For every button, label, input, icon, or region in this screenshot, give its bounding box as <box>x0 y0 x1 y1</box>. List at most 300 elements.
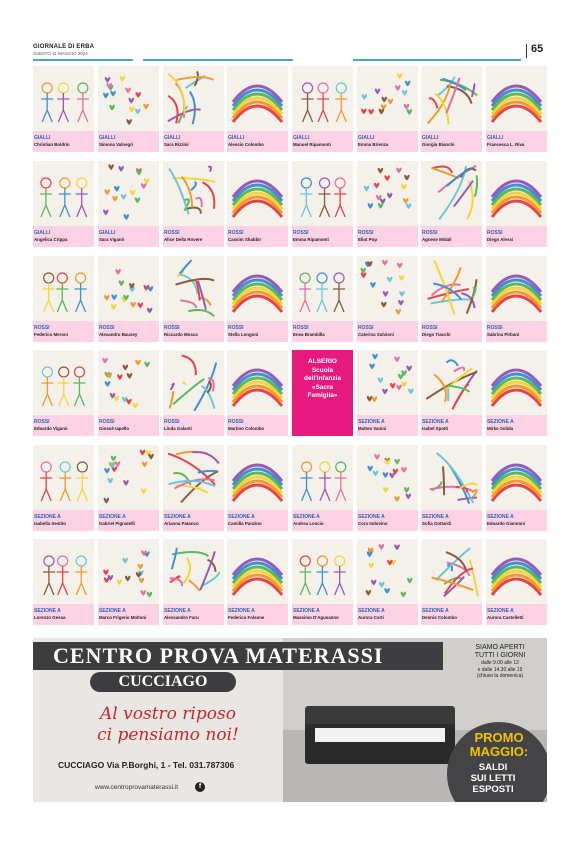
hours-line-2: TUTTI I GIORNI <box>474 652 526 659</box>
child-name: Stella Longoni <box>228 332 259 337</box>
child-drawing-image <box>227 161 288 226</box>
ad-bed-sheet <box>315 728 445 742</box>
drawing-caption <box>33 604 94 625</box>
drawing-caption <box>98 321 159 342</box>
drawing-caption <box>486 226 547 247</box>
drawing-card <box>486 445 547 531</box>
class-label: SEZIONE A <box>358 419 385 425</box>
drawing-frame <box>421 256 482 321</box>
drawing-card <box>357 445 418 531</box>
class-label: GIALLI <box>34 135 51 141</box>
drawing-caption <box>33 131 94 152</box>
drawing-frame <box>227 350 288 415</box>
child-name: Francesca L. Riva <box>487 142 525 147</box>
drawing-frame <box>98 350 159 415</box>
child-drawing-image <box>163 256 224 321</box>
child-drawing-image <box>33 256 94 321</box>
drawing-caption <box>163 131 224 152</box>
child-name: Marco Frigerio Moltoni <box>99 615 147 620</box>
drawing-card <box>163 256 224 342</box>
header-rule-3 <box>353 59 521 61</box>
drawing-caption <box>421 321 482 342</box>
drawing-caption <box>421 604 482 625</box>
drawing-card <box>227 350 288 436</box>
drawing-card <box>33 445 94 531</box>
drawing-card <box>357 161 418 247</box>
child-name: Edoardo Giannoni <box>487 521 526 526</box>
drawing-card <box>357 256 418 342</box>
class-label: GIALLI <box>422 135 439 141</box>
drawing-card <box>163 445 224 531</box>
header-rule-1 <box>33 59 133 61</box>
drawing-caption <box>98 131 159 152</box>
publication-date: SABATO 11 MAGGIO 2024 <box>33 51 88 56</box>
drawing-caption <box>163 226 224 247</box>
class-label: SEZIONE A <box>228 608 255 614</box>
drawing-frame <box>486 350 547 415</box>
child-drawing-image <box>421 161 482 226</box>
class-label: ROSSI <box>358 230 374 236</box>
drawing-caption <box>98 415 159 436</box>
child-drawing-image <box>421 539 482 604</box>
child-name: Agnese Midali <box>422 237 452 242</box>
drawing-card <box>98 66 159 152</box>
drawing-frame <box>357 256 418 321</box>
ad-slogan <box>63 704 273 746</box>
drawing-frame <box>163 256 224 321</box>
child-name: Andrea Loscio <box>293 521 324 526</box>
child-name: Alice Della Rovere <box>164 237 203 242</box>
class-label: ROSSI <box>422 230 438 236</box>
class-label: GIALLI <box>99 230 116 236</box>
child-drawing-image <box>33 66 94 131</box>
child-drawing-image <box>357 350 418 415</box>
class-label: SEZIONE A <box>99 514 126 520</box>
child-name: Camilla Panzino <box>228 521 262 526</box>
drawing-card <box>292 66 353 152</box>
drawing-caption <box>227 415 288 436</box>
drawing-frame <box>421 66 482 131</box>
child-drawing-image <box>357 66 418 131</box>
drawing-frame <box>163 539 224 604</box>
drawing-frame <box>292 256 353 321</box>
child-drawing-image <box>292 539 353 604</box>
child-drawing-image <box>163 350 224 415</box>
child-name: Cora Indovino <box>358 521 388 526</box>
drawing-frame <box>98 539 159 604</box>
drawing-caption <box>357 321 418 342</box>
drawing-caption <box>292 321 353 342</box>
child-drawing-image <box>98 161 159 226</box>
child-drawing-image <box>421 256 482 321</box>
class-label: ROSSI <box>358 325 374 331</box>
drawing-card <box>98 350 159 436</box>
drawing-caption <box>357 510 418 531</box>
class-label: ROSSI <box>34 419 50 425</box>
child-name: Alexandru Bausey <box>99 332 138 337</box>
drawing-caption <box>357 604 418 625</box>
drawing-frame <box>292 161 353 226</box>
child-drawing-image <box>486 161 547 226</box>
child-name: Giorgia Bianchi <box>422 142 455 147</box>
promo-heading <box>447 731 547 759</box>
drawing-caption <box>163 604 224 625</box>
class-label: ROSSI <box>228 230 244 236</box>
child-name: Enea Brambilla <box>293 332 325 337</box>
drawing-caption <box>486 321 547 342</box>
drawing-frame <box>98 66 159 131</box>
ad-opening-hours <box>457 644 543 680</box>
drawing-card <box>421 66 482 152</box>
drawing-card <box>98 539 159 625</box>
drawing-frame <box>98 445 159 510</box>
hours-line-5: (chiuso la domenica) <box>476 673 524 679</box>
ad-slogan-line-1: Al vostro riposo <box>100 704 236 724</box>
drawing-caption <box>421 415 482 436</box>
drawing-card <box>292 539 353 625</box>
promo-line-2: MAGGIO: <box>469 744 529 759</box>
drawing-frame <box>33 445 94 510</box>
drawing-frame <box>33 161 94 226</box>
class-label: ROSSI <box>293 325 309 331</box>
child-drawing-image <box>486 256 547 321</box>
drawing-frame <box>486 66 547 131</box>
drawing-caption <box>292 131 353 152</box>
drawing-card <box>421 350 482 436</box>
drawing-frame <box>98 161 159 226</box>
drawing-caption <box>163 415 224 436</box>
promo-details <box>447 762 539 795</box>
drawing-card <box>163 161 224 247</box>
class-label: SEZIONE A <box>228 514 255 520</box>
page-footer-mark: . <box>8 826 10 831</box>
drawing-frame <box>486 445 547 510</box>
child-drawing-image <box>357 539 418 604</box>
drawing-caption <box>357 415 418 436</box>
drawing-card <box>357 66 418 152</box>
ad-address: CUCCIAGO Via P.Borghi, 1 - Tel. 031.787306 <box>58 760 235 770</box>
child-name: Simona Valnegri <box>99 142 134 147</box>
child-name: Diego Alessi <box>487 237 514 242</box>
hours-line-1: SIAMO APERTI <box>475 644 525 651</box>
drawing-caption <box>33 321 94 342</box>
drawing-card <box>33 539 94 625</box>
child-drawing-image <box>421 445 482 510</box>
drawing-card <box>163 539 224 625</box>
child-name: Mirko Solida <box>487 426 514 431</box>
promo-line-5: ESPOSTI <box>472 784 514 795</box>
class-label: ROSSI <box>293 230 309 236</box>
school-line2: Scuola <box>311 366 334 374</box>
child-name: Sofia Gottardi <box>422 521 452 526</box>
child-name: Eliot Pop <box>358 237 378 242</box>
promo-line-3: SALDI <box>478 762 508 773</box>
drawing-card <box>486 256 547 342</box>
child-name: Matteo Vanini <box>358 426 387 431</box>
child-drawing-image <box>98 539 159 604</box>
drawing-caption <box>421 226 482 247</box>
class-label: ROSSI <box>164 325 180 331</box>
child-name: Isabel Spotti <box>422 426 449 431</box>
child-name: Dennis Colombo <box>422 615 457 620</box>
drawing-caption <box>486 510 547 531</box>
drawing-card <box>33 161 94 247</box>
child-drawing-image <box>292 256 353 321</box>
ad-subtitle: CUCCIAGO <box>90 672 236 692</box>
child-drawing-image <box>486 539 547 604</box>
drawing-caption <box>227 131 288 152</box>
child-name: Edoardo Viganò <box>34 426 68 431</box>
child-name: Giosuè Iapello <box>99 426 130 431</box>
drawing-frame <box>33 256 94 321</box>
drawing-card <box>98 256 159 342</box>
drawing-card <box>357 539 418 625</box>
drawing-frame <box>421 445 482 510</box>
drawing-card <box>486 350 547 436</box>
drawing-frame <box>227 66 288 131</box>
class-label: ROSSI <box>34 325 50 331</box>
drawing-frame <box>227 256 288 321</box>
class-label: GIALLI <box>358 135 375 141</box>
drawing-card <box>357 350 418 436</box>
school-line5: Famiglia» <box>307 392 338 399</box>
drawing-frame <box>421 161 482 226</box>
drawing-card <box>33 66 94 152</box>
facebook-icon[interactable]: f <box>195 782 205 792</box>
ad-website-link[interactable]: www.centroprovamaterassi.it <box>95 784 179 791</box>
drawing-frame <box>357 350 418 415</box>
class-label: GIALLI <box>228 135 245 141</box>
child-name: Massimo D'Agusanno <box>293 615 339 620</box>
child-name: Sara Rizzini <box>164 142 189 147</box>
child-name: Sara Viganò <box>99 237 125 242</box>
child-drawing-image <box>357 256 418 321</box>
drawing-frame <box>163 445 224 510</box>
ad-promo-badge <box>447 722 547 802</box>
drawing-frame <box>163 161 224 226</box>
child-name: Aurora Corti <box>358 615 384 620</box>
class-label: SEZIONE A <box>422 608 449 614</box>
drawing-frame <box>98 256 159 321</box>
drawing-caption <box>357 131 418 152</box>
child-name: Linda Galanti <box>164 426 192 431</box>
drawing-caption <box>486 415 547 436</box>
drawing-frame <box>292 539 353 604</box>
child-drawing-image <box>33 350 94 415</box>
drawing-card <box>98 445 159 531</box>
drawing-caption <box>163 510 224 531</box>
school-line1: ALSERIO <box>308 358 337 365</box>
child-name: Federico Folsone <box>228 615 265 620</box>
drawing-caption <box>292 226 353 247</box>
promo-line-1: PROMO <box>474 730 524 745</box>
child-drawing-image <box>163 161 224 226</box>
drawing-frame <box>292 66 353 131</box>
class-label: SEZIONE A <box>34 608 61 614</box>
hours-line-3: dalle 9.00 alle 12 <box>481 660 519 666</box>
ad-title: CENTRO PROVA MATERASSI <box>33 642 443 670</box>
child-drawing-image <box>227 66 288 131</box>
drawing-frame <box>292 445 353 510</box>
page-number: 65 <box>531 43 544 55</box>
child-name: Alessio Colombo <box>228 142 264 147</box>
class-label: SEZIONE A <box>164 514 191 520</box>
child-name: Riccardo Mosca <box>164 332 198 337</box>
drawing-caption <box>357 226 418 247</box>
class-label: SEZIONE A <box>358 514 385 520</box>
drawing-frame <box>486 161 547 226</box>
class-label: ROSSI <box>164 230 180 236</box>
class-label: ROSSI <box>164 419 180 425</box>
child-name: Sabrina Pirbani <box>487 332 520 337</box>
school-line3: dell'infanzia <box>304 375 341 382</box>
child-name: Cassim Shabbir <box>228 237 262 242</box>
class-label: SEZIONE A <box>358 608 385 614</box>
drawing-card <box>33 256 94 342</box>
child-drawing-image <box>163 445 224 510</box>
promo-line-4: SUI LETTI <box>470 773 516 784</box>
drawing-frame <box>421 350 482 415</box>
drawing-caption <box>163 321 224 342</box>
child-drawing-image <box>421 66 482 131</box>
hours-line-4: e dalle 14.30 alle 19 <box>477 666 523 673</box>
drawing-card <box>163 66 224 152</box>
child-name: Gabriel Pignatelli <box>99 521 135 526</box>
class-label: ROSSI <box>487 325 503 331</box>
drawing-caption <box>98 510 159 531</box>
header-rule-2 <box>143 59 293 61</box>
class-label: ROSSI <box>228 325 244 331</box>
child-name: Isabella Sestito <box>34 521 66 526</box>
class-label: SEZIONE A <box>34 514 61 520</box>
drawing-card <box>227 66 288 152</box>
drawing-caption <box>33 510 94 531</box>
class-label: ROSSI <box>487 230 503 236</box>
child-drawing-image <box>98 256 159 321</box>
drawing-frame <box>357 66 418 131</box>
drawing-frame <box>421 539 482 604</box>
child-drawing-image <box>486 445 547 510</box>
drawing-card <box>292 161 353 247</box>
child-name: Angelica Crippa <box>34 237 68 242</box>
child-name: Federico Meroni <box>34 332 68 337</box>
child-drawing-image <box>292 66 353 131</box>
class-label: SEZIONE A <box>422 514 449 520</box>
child-drawing-image <box>292 161 353 226</box>
drawing-card <box>421 161 482 247</box>
drawing-frame <box>357 539 418 604</box>
child-name: Christian Boldrin <box>34 142 70 147</box>
class-label: SEZIONE A <box>99 608 126 614</box>
class-label: SEZIONE A <box>487 514 514 520</box>
drawing-caption <box>33 415 94 436</box>
drawing-frame <box>33 539 94 604</box>
child-drawing-image <box>357 445 418 510</box>
drawing-frame <box>227 539 288 604</box>
class-label: GIALLI <box>99 135 116 141</box>
class-label: ROSSI <box>99 325 115 331</box>
child-drawing-image <box>227 256 288 321</box>
drawing-caption <box>421 131 482 152</box>
drawing-card <box>421 445 482 531</box>
child-drawing-image <box>227 350 288 415</box>
drawing-frame <box>227 445 288 510</box>
drawing-card <box>486 66 547 152</box>
child-drawing-image <box>163 66 224 131</box>
drawing-caption <box>486 131 547 152</box>
child-name: Emma Ripamonti <box>293 237 329 242</box>
child-drawing-image <box>486 350 547 415</box>
class-label: SEZIONE A <box>422 419 449 425</box>
child-name: Arianna Patanco <box>164 521 199 526</box>
drawing-frame <box>486 539 547 604</box>
drawing-card <box>486 161 547 247</box>
child-drawing-image <box>227 539 288 604</box>
drawing-caption <box>227 604 288 625</box>
child-name: Caterina Sulvioni <box>358 332 394 337</box>
drawing-caption <box>292 510 353 531</box>
header-divider <box>526 44 527 58</box>
drawing-frame <box>33 66 94 131</box>
child-drawing-image <box>98 445 159 510</box>
drawing-caption <box>421 510 482 531</box>
drawing-card <box>227 256 288 342</box>
drawing-frame <box>163 350 224 415</box>
child-drawing-image <box>292 445 353 510</box>
class-label: SEZIONE A <box>487 608 514 614</box>
drawing-card <box>486 539 547 625</box>
child-drawing-image <box>421 350 482 415</box>
ad-slogan-line-2: ci pensiamo noi! <box>97 725 239 745</box>
drawing-card <box>98 161 159 247</box>
drawing-caption <box>292 604 353 625</box>
advertisement[interactable] <box>33 638 547 802</box>
class-label: SEZIONE A <box>293 514 320 520</box>
child-drawing-image <box>357 161 418 226</box>
drawing-card <box>292 256 353 342</box>
page-header <box>33 44 547 62</box>
class-label: ROSSI <box>99 419 115 425</box>
child-drawing-image <box>486 66 547 131</box>
drawing-card <box>163 350 224 436</box>
drawing-caption <box>98 604 159 625</box>
drawing-frame <box>486 256 547 321</box>
child-drawing-image <box>98 66 159 131</box>
class-label: GIALLI <box>293 135 310 141</box>
drawing-card <box>421 256 482 342</box>
drawing-frame <box>33 350 94 415</box>
drawing-card <box>227 445 288 531</box>
class-label: GIALLI <box>164 135 181 141</box>
drawing-card <box>227 161 288 247</box>
drawing-card <box>292 445 353 531</box>
child-drawing-image <box>98 350 159 415</box>
drawing-caption <box>98 226 159 247</box>
child-drawing-image <box>33 445 94 510</box>
drawing-card <box>33 350 94 436</box>
child-name: Lorenzo Gessa <box>34 615 66 620</box>
drawing-caption <box>227 321 288 342</box>
child-drawing-image <box>33 161 94 226</box>
child-name: Aurora Castelletti <box>487 615 524 620</box>
class-label: GIALLI <box>487 135 504 141</box>
drawing-card <box>421 539 482 625</box>
class-label: SEZIONE A <box>293 608 320 614</box>
school-line4: «Sacra <box>311 383 334 391</box>
child-name: Diego Tiacchi <box>422 332 451 337</box>
class-label: SEZIONE A <box>164 608 191 614</box>
drawing-frame <box>357 445 418 510</box>
